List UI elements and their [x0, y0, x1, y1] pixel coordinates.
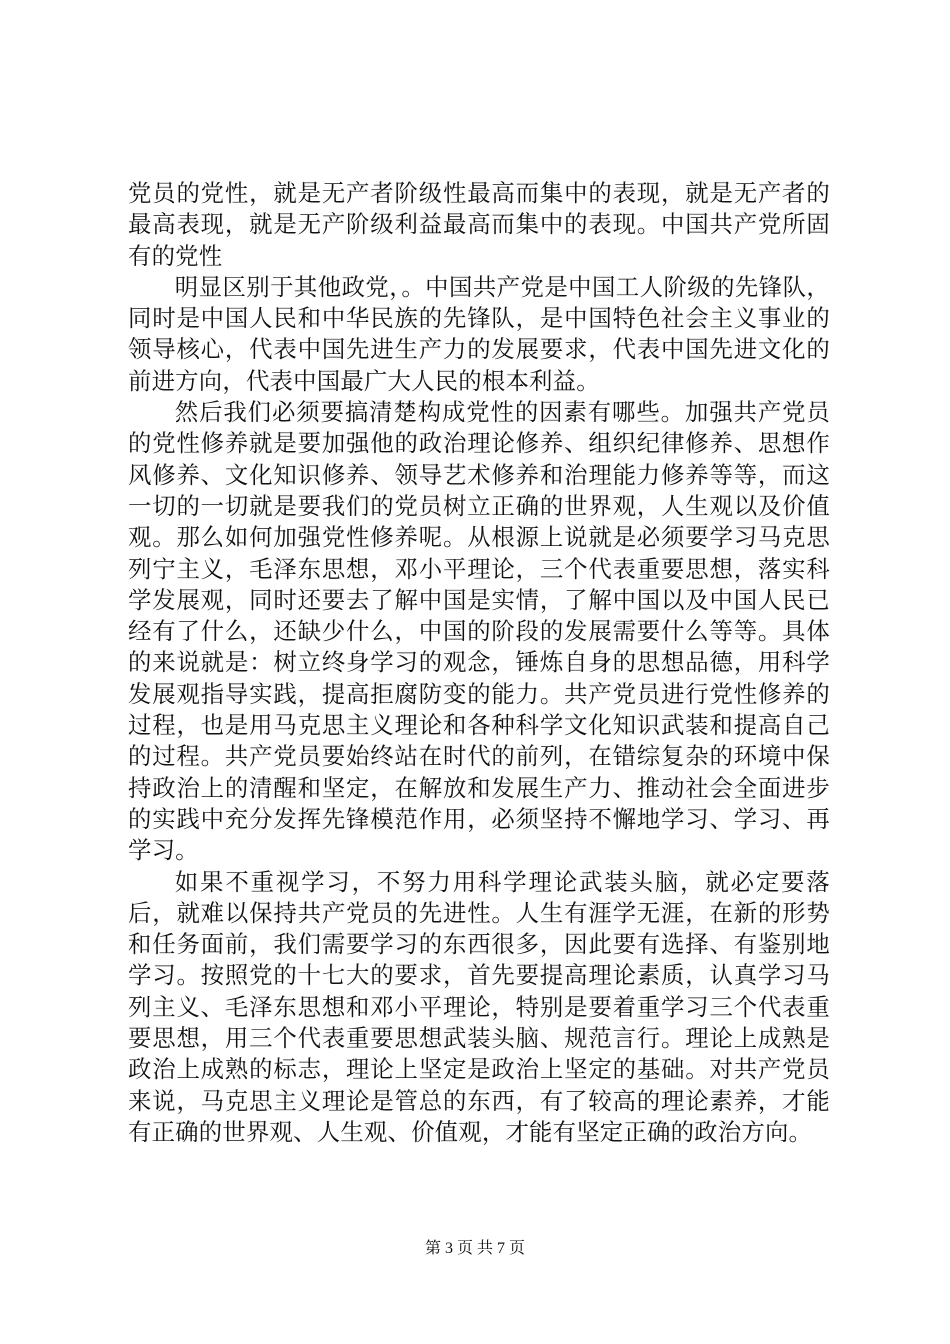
paragraph-3: 然后我们必须要搞清楚构成党性的因素有哪些。加强共产党员的党性修养就是要加强他的政治理论修养、组织纪律修养、思想作风修养、文化知识修养、领导艺术修养和治理能力修养等等，而这一切的一切就是要我们的党员树立正确的世界观，人生观以及价值观。那么如何加强党性修养呢。从根源上说就是必须要学习马克思列宁主义，毛泽东思想，邓小平理论，三个代表重要思想，落实科学发展观，同时还要去了解中国是实情，了解中国以及中国人民已经有了什么，还缺少什么，中国的阶段的发展需要什么等等。具体的来说就是：树立终身学习的观念，锤炼自身的思想品德，用科学发展观指导实践，提高拒腐防变的能力。共产党员进行党性修养的过程，也是用马克思主义理论和各种科学文化知识武装和提高自己的过程。共产党员要始终站在时代的前列，在错综复杂的环境中保持政治上的清醒和坚定，在解放和发展生产力、推动社会全面进步的实践中充分发挥先锋模范作用，必须坚持不懈地学习、学习、再学习。 [128, 398, 830, 865]
paragraph-2: 明显区别于其他政党，。中国共产党是中国工人阶级的先锋队，同时是中国人民和中华民族的先锋队，是中国特色社会主义事业的领导核心，代表中国先进生产力的发展要求，代表中国先进文化的前进方向，代表中国最广大人民的根本利益。 [128, 272, 830, 395]
paragraph-1: 党员的党性，就是无产者阶级性最高而集中的表现，就是无产者的最高表现，就是无产阶级利益最高而集中的表现。中国共产党所固有的党性 [128, 179, 830, 270]
paragraph-4: 如果不重视学习，不努力用科学理论武装头脑，就必定要落后，就难以保持共产党员的先进性。人生有涯学无涯，在新的形势和任务面前，我们需要学习的东西很多，因此要有选择、有鉴别地学习。按照党的十七大的要求，首先要提高理论素质，认真学习马列主义、毛泽东思想和邓小平理论，特别是要着重学习三个代表重要思想，用三个代表重要思想武装头脑、规范言行。理论上成熟是政治上成熟的标志，理论上坚定是政治上坚定的基础。对共产党员来说，马克思主义理论是管总的东西，有了较高的理论素养，才能有正确的世界观、人生观、价值观，才能有坚定正确的政治方向。 [128, 867, 830, 1146]
page-number-footer: 第 3 页 共 7 页 [424, 1240, 525, 1257]
document-body [128, 178, 830, 1148]
